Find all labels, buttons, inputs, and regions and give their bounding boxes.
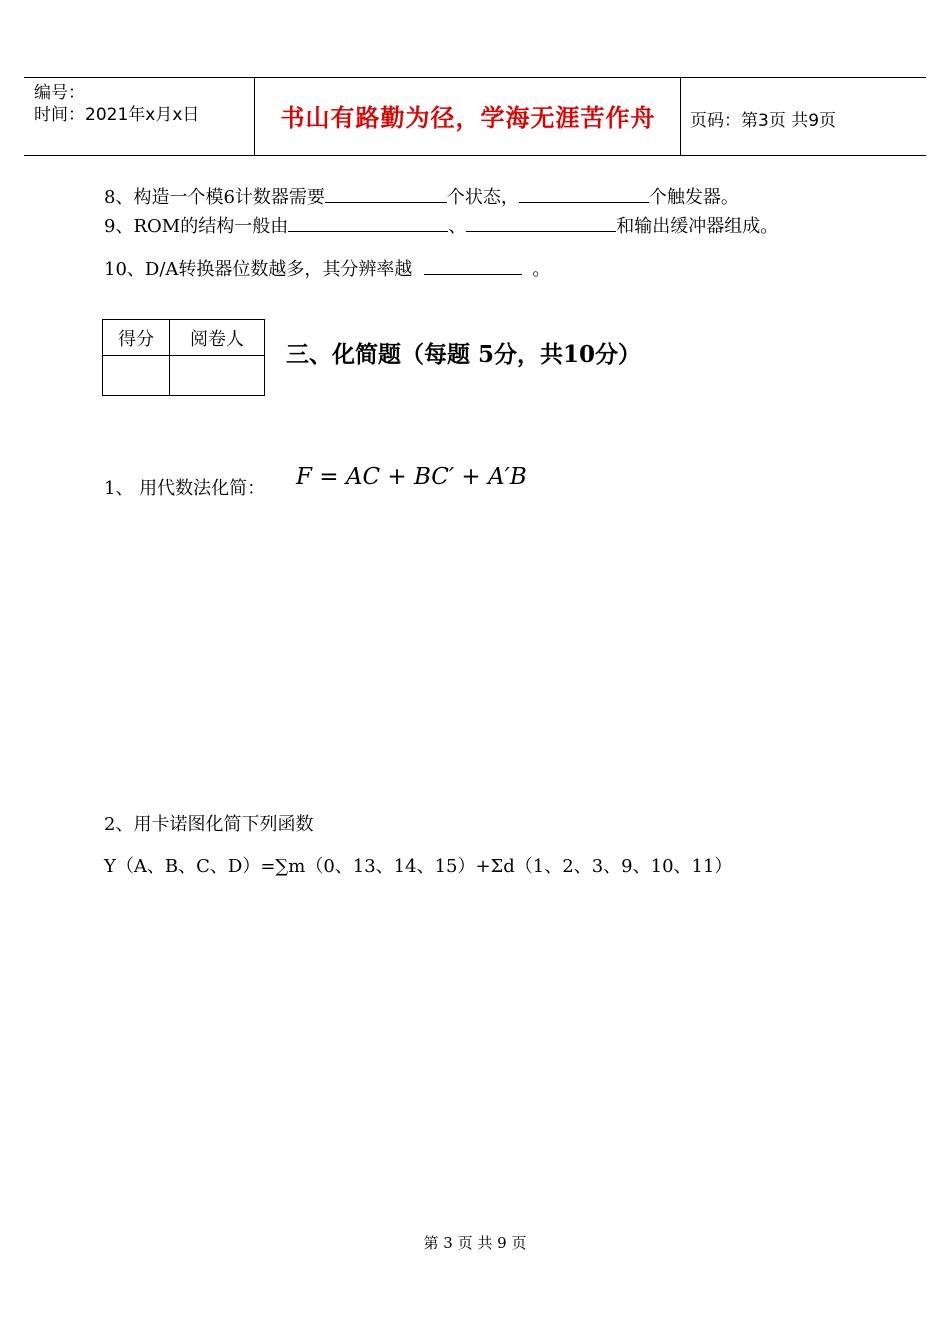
header-left: [34, 82, 199, 126]
score-table: [102, 319, 265, 396]
q8-middle: 个状态，: [446, 187, 519, 208]
q8-suffix: 个触发器。: [648, 187, 739, 208]
time-label: 时间：2021年x月x日: [34, 105, 200, 125]
grader-header: 阅卷人: [170, 320, 265, 356]
q1-formula: F = AC + BC′ + A′B: [296, 464, 527, 490]
number-label: 编号：: [34, 83, 85, 103]
q8-blank-2[interactable]: [519, 201, 649, 203]
section-title: 三、化简题（每题 5分，共10分）: [286, 341, 642, 368]
score-cell[interactable]: [103, 356, 170, 396]
header-divider-left: [254, 77, 255, 155]
header-motto: 书山有路勤为径，学海无涯苦作舟: [280, 103, 656, 132]
page-footer: 第 3 页 共 9 页: [423, 1234, 527, 1252]
question-9: [104, 212, 778, 238]
score-header: 得分: [103, 320, 170, 356]
q10-blank[interactable]: [424, 273, 522, 275]
q8-prefix: 8、构造一个模6计数器需要: [104, 187, 325, 208]
question-2-function: Y（A、B、C、D）=∑m（0、13、14、15）+Σd（1、2、3、9、10、11）: [104, 856, 733, 877]
q9-prefix: 9、ROM的结构一般由: [104, 216, 289, 237]
question-1-label: 1、 用代数法化简：: [104, 478, 266, 499]
q8-blank-1[interactable]: [325, 201, 447, 203]
question-8: [104, 183, 739, 209]
question-10: [104, 255, 550, 281]
q10-prefix: 10、D/A转换器位数越多，其分辨率越: [104, 259, 413, 280]
grader-cell[interactable]: [170, 356, 265, 396]
q9-blank-1[interactable]: [288, 230, 448, 232]
header-divider-right: [680, 77, 681, 155]
q9-suffix: 和输出缓冲器组成。: [616, 216, 779, 237]
q9-blank-2[interactable]: [466, 230, 616, 232]
question-2-label: 2、用卡诺图化简下列函数: [104, 814, 314, 835]
header-page-label: 页码：第3页 共9页: [690, 111, 837, 131]
q10-suffix: 。: [532, 259, 551, 280]
q9-middle: 、: [448, 216, 467, 237]
header-bottom-border: [24, 155, 926, 156]
header-top-border: [24, 77, 926, 78]
